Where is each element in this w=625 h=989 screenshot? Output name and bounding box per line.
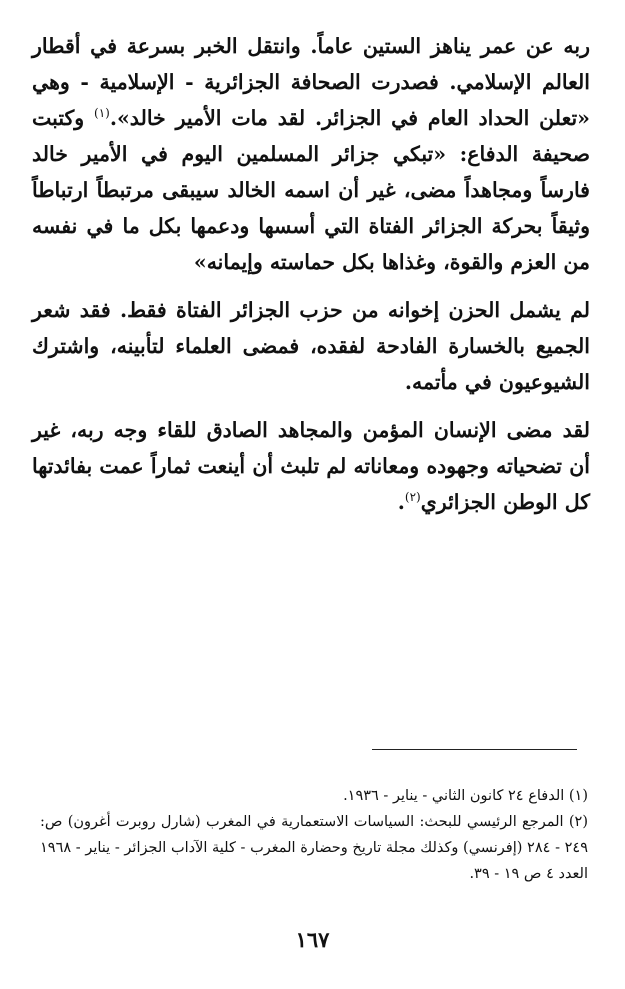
paragraph-1	[32, 28, 590, 280]
footnote-ref-2[interactable]: (٢)	[404, 490, 421, 505]
footnote-divider	[372, 749, 577, 750]
footnote-2: (٢) المرجع الرئيسي للبحث: السياسات الاستعمارية في المغرب (شارل روبرت أغرون) ص: ٢٤٩ - ٢٨٤ (إفرنسي) وكذلك مجلة تاريخ وحضارة المغرب - كلية الآداب الجزائر - يناير - ١٩٦٨ العدد ٤ ص ١٩ - ٣٩.	[40, 814, 588, 882]
paragraph-3-text-a: لقد مضى الإنسان المؤمن والمجاهد الصادق للقاء وجه ربه، غير أن تضحياته وجهوده ومعاناته لم تلبث أن أينعت ثماراً عمت بفائدتها كل الوطن الجزائري	[32, 418, 590, 514]
footnote-ref-1[interactable]: (١)	[94, 106, 110, 121]
paragraph-1-text-b: وكتبت صحيفة الدفاع: «تبكي جزائر المسلمين اليوم في الأمير خالد فارساً ومجاهداً مضى، غير أن اسمه الخالد سيبقى مرتبطاً ارتباطاً وثيقاً بحركة الجزائر الفتاة التي أسسها ودعمها بكل ما في نفسه من العزم والقوة، وغذاها بكل حماسته وإيمانه»	[32, 106, 590, 274]
footnote-1: (١) الدفاع ٢٤ كانون الثاني - يناير - ١٩٣٦.	[343, 788, 588, 804]
paragraph-3	[32, 412, 590, 520]
paragraph-2-text: لم يشمل الحزن إخوانه من حزب الجزائر الفتاة فقط. فقد شعر الجميع بالخسارة الفادحة لفقده، فمضى العلماء لتأبينه، واشترك الشيوعيون في مأتمه.	[32, 298, 590, 394]
paragraph-2	[32, 292, 590, 400]
paragraph-1-text-a: ربه عن عمر يناهز الستين عاماً. وانتقل الخبر بسرعة في أقطار العالم الإسلامي. فصدرت الصحافة الجزائرية - الإسلامية - وهي «تعلن الحداد العام في الجزائر. لقد مات الأمير خالد».	[32, 34, 590, 130]
page-number: ١٦٧	[295, 927, 330, 952]
page-body	[32, 28, 590, 520]
footnotes-section	[40, 783, 588, 887]
paragraph-3-text-b: .	[397, 490, 405, 514]
